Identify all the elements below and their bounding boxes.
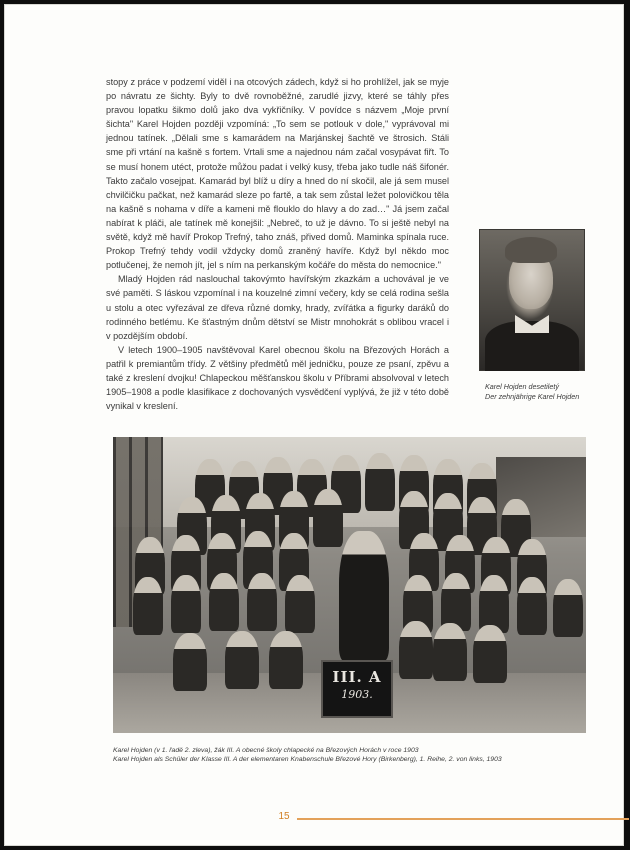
portrait-caption	[485, 382, 603, 402]
pupil	[133, 577, 163, 635]
book-page	[4, 4, 624, 846]
slate-year: 1903.	[341, 688, 373, 701]
pupil	[171, 575, 201, 633]
paragraph-1: stopy z práce v podzemí viděl i na otcových zádech, když si ho prohlížel, jak se myje po návratu ze šichty. Byly to dvě rovnoběžné, zarudlé jizvy, které se táhly přes pravou lopatku šikmo dolů jako dva vykřičníky. V povídce s názvem „Moje první šichta" Karel Hojden později vzpomíná: „To sem se potlouk v dole," vyprávoval mi jednou tatínek. „Dělali sme s kamarádem na Marjánskej šachtě ve štrosich. Stáli sme při vrtání na kašně s fortem. Vrtali sme a najednou nám začal vosypávat fiřt. To se musí honem utéct, protože můžou padat i velký kusy, třeba jako tudle náš šifonér. Takto začalo vosejpat. Kamarád byl blíž u díry a hned do ní skočil, ale já sem musel chvilčičku pačkat, než kamarád sleze po fartě, a tak sem zůstal ležet polovičkou těla na kašně s nohama v díře a kameni mě flouklo do hlavy a do zad…" Já jsem začal nabírat k pláči, ale tatínek mě konejšil: „Nebreč, to už je dávno. To si ještě nebyl na světě, když mě havíř Prokop Trefný, taho znáš, přived domů. Maminka spínala ruce. Prokop Trefný tehdy vodil vždycky domů zraněný havíře. Když byl někdo moc potlučenej, že nemoh jít, jel s ním na perkanským kočáře do města do nemocnice."	[106, 77, 449, 271]
photo-caption	[113, 746, 593, 765]
teacher	[339, 531, 389, 661]
paragraph-2: Mladý Hojden rád naslouchal takovýmto havířským zkazkám a uchovával je ve své paměti. S láskou vzpomínal i na kouzelné zimní večery, kdy se celá rodina sešla u stolu a otec vyřezával ze dřeva různé domky, hrady, zvířátka a figurky daráků do rodinného betlému. Ke šťastným dnům dětství se Mistr mnohokrát s oblibou vracel i v pozdějším období.	[106, 274, 449, 341]
pupil	[285, 575, 315, 633]
paragraph-3: V letech 1900–1905 navštěvoval Karel obecnou školu na Březových Horách a patřil k premiantům třídy. Z většiny předmětů měl jedničku, pouze ze psaní, zpěvu a také z kreslení dvojku! Chlapeckou měšťanskou školu v Příbrami absolvoval v letech 1905–1908 a podle klasifikace z dochovaných vysvědčení vyplývá, že již v této době vynikal v kreslení.	[106, 344, 449, 412]
photo-caption-de: Karel Hojden als Schüler der Klasse III. A der elementaren Knabenschule Březové Hory (Birkenberg), 1. Reihe, 2. von links, 1903	[113, 756, 502, 764]
pupil	[433, 623, 467, 681]
slate-class: III. A	[332, 668, 382, 686]
photo-caption-cz: Karel Hojden (v 1. řadě 2. zleva), žák III. A obecné školy chlapecké na Březových Horách v roce 1903	[113, 747, 419, 754]
pupil-karel-hojden	[173, 633, 207, 691]
pupil	[553, 579, 583, 637]
portrait-photo	[479, 229, 585, 371]
portrait-caption-cz: Karel Hojden desetiletý	[485, 382, 559, 391]
pupil	[473, 625, 507, 683]
pupil	[209, 573, 239, 631]
pupil	[399, 621, 433, 679]
portrait-caption-de: Der zehnjährige Karel Hojden	[485, 392, 580, 401]
footer-rule	[297, 818, 629, 820]
pupil	[517, 577, 547, 635]
pupil	[269, 631, 303, 689]
page-number: 15	[278, 811, 290, 822]
pupil	[365, 453, 395, 511]
pupil	[225, 631, 259, 689]
class-slate	[321, 660, 393, 718]
class-group-photo	[113, 437, 586, 733]
portrait-hair	[505, 237, 557, 263]
pupil	[247, 573, 277, 631]
body-text	[106, 75, 449, 413]
pupil	[313, 489, 343, 547]
